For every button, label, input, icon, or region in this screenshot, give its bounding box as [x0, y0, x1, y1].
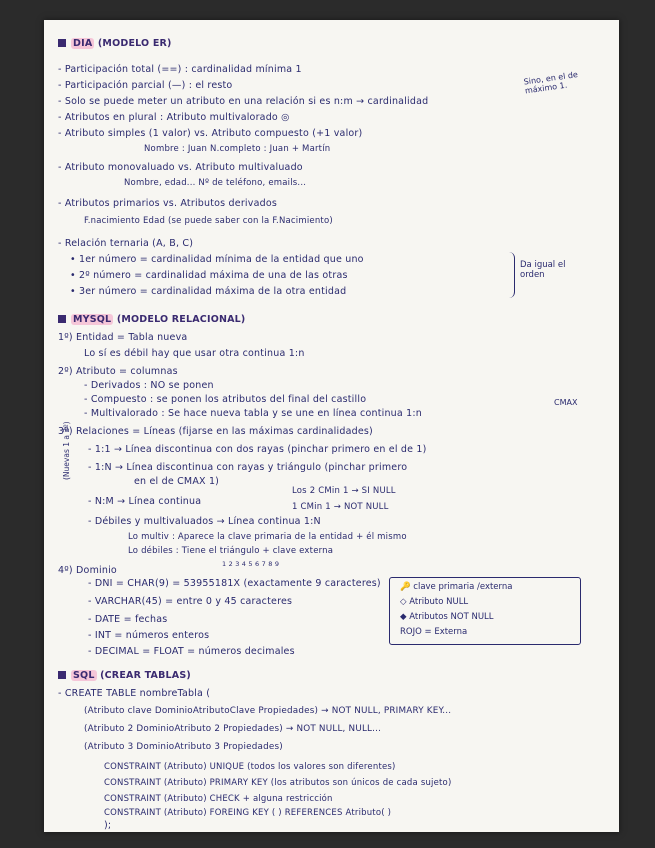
mysql-line-3e: Lo multiv : Aparece la clave primaria de la entidad + él mismo [128, 532, 407, 542]
legend-box [389, 577, 581, 645]
legend-red-external: ROJO = Externa [400, 627, 468, 637]
dia-line-6: - Atributo monovaluado vs. Atributo multivaluado [58, 162, 303, 173]
dia-line-6b: Nombre, edad... Nº de teléfono, emails... [124, 178, 307, 188]
ternary-brace [506, 252, 515, 298]
notebook-page [44, 20, 619, 832]
mysql-line-2a: - Derivados : NO se ponen [84, 380, 214, 391]
mysql-line-2b: - Compuesto : se ponen los atributos del final del castillo [84, 394, 367, 405]
mysql-line-4b: - VARCHAR(45) = entre 0 y 45 caracteres [88, 596, 293, 607]
mysql-line-4: 4º) Dominio [58, 565, 117, 576]
mysql-line-3b2: en el de CMAX 1) [134, 476, 220, 487]
mysql-line-1: 1º) Entidad = Tabla nueva [58, 332, 188, 343]
mysql-line-3c: - N:M → Línea continua [88, 496, 202, 507]
dia-line-7b: F.nacimiento Edad (se puede saber con la F.Nacimiento) [84, 216, 333, 226]
sql-line-3: (Atributo 2 DominioAtributo 2 Propiedades) → NOT NULL, NULL... [84, 724, 382, 734]
sql-line-9: ); [104, 820, 112, 831]
dia-ternary-3: • 3er número = cardinalidad máxima de la otra entidad [70, 286, 347, 297]
mysql-line-3: 3º) Relaciones = Líneas (fijarse en las máximas cardinalidades) [58, 426, 373, 437]
dia-line-5: - Atributo simples (1 valor) vs. Atributo compuesto (+1 valor) [58, 128, 363, 139]
section-sql-heading: SQL (CREAR TABLAS) [58, 670, 191, 681]
sql-line-6: CONSTRAINT (Atributo) PRIMARY KEY (los atributos son únicos de cada sujeto) [104, 778, 452, 788]
mysql-line-4c: - DATE = fechas [88, 614, 168, 625]
sql-line-5: CONSTRAINT (Atributo) UNIQUE (todos los valores son diferentes) [104, 762, 396, 772]
dia-line-3: - Solo se puede meter un atributo en una relación si es n:m → cardinalidad [58, 96, 429, 107]
bullet-square-icon [58, 315, 66, 323]
ternary-side-note: Da igual el orden [520, 260, 566, 280]
dia-line-1: - Participación total (==) : cardinalidad mínima 1 [58, 64, 302, 75]
dia-line-8: - Relación ternaria (A, B, C) [58, 238, 194, 249]
mysql-cmax-note: CMAX [554, 398, 578, 407]
dia-line-5b: Nombre : Juan N.completo : Juan + Martín [144, 144, 331, 154]
dia-line-2: - Participación parcial (—) : el resto [58, 80, 233, 91]
legend-not-null: ◆ Atributos NOT NULL [400, 612, 494, 622]
bullet-square-icon [58, 39, 66, 47]
mysql-vertical-note: (Nuevas 1 a 3º) [62, 421, 71, 480]
sql-line-8: CONSTRAINT (Atributo) FOREING KEY ( ) REFERENCES Atributo( ) [104, 808, 392, 818]
dia-line-7: - Atributos primarios vs. Atributos derivados [58, 198, 278, 209]
mysql-line-4e: - DECIMAL = FLOAT = números decimales [88, 646, 295, 657]
mysql-line-2: 2º) Atributo = columnas [58, 366, 178, 377]
sql-line-1: - CREATE TABLE nombreTabla ( [58, 688, 211, 699]
section-dia-heading: DIA (MODELO ER) [58, 38, 172, 49]
mysql-line-1b: Lo sí es débil hay que usar otra continua 1:n [84, 348, 305, 359]
sql-line-2: (Atributo clave DominioAtributoClave Propiedades) → NOT NULL, PRIMARY KEY... [84, 706, 452, 716]
mysql-line-4a: - DNI = CHAR(9) = 53955181X (exactamente 9 caracteres) [88, 578, 381, 589]
mysql-line-4d: - INT = números enteros [88, 630, 210, 641]
mysql-dni-digits: 1 2 3 4 5 6 7 8 9 [222, 560, 280, 568]
mysql-line-3a: - 1:1 → Línea discontinua con dos rayas (pinchar primero en el de 1) [88, 444, 427, 455]
section-mysql-heading: MYSQL (MODELO RELACIONAL) [58, 314, 245, 325]
mysql-line-3c2: 1 CMin 1 → NOT NULL [292, 502, 389, 512]
dia-ternary-2: • 2º número = cardinalidad máxima de una de las otras [70, 270, 348, 281]
dia-side-note: Sino, en el de máximo 1. [523, 70, 579, 96]
mysql-line-3d: - Débiles y multivaluados → Línea continua 1:N [88, 516, 321, 527]
legend-null: ◇ Atributo NULL [400, 597, 469, 607]
sql-line-7: CONSTRAINT (Atributo) CHECK + alguna restricción [104, 794, 333, 804]
mysql-line-2c: - Multivalorado : Se hace nueva tabla y se une en línea continua 1:n [84, 408, 423, 419]
mysql-line-3f: Lo débiles : Tiene el triángulo + clave externa [128, 546, 334, 556]
bullet-square-icon [58, 671, 66, 679]
mysql-line-3c1: Los 2 CMin 1 → SI NULL [292, 486, 396, 496]
legend-primary-key: 🔑 clave primaria /externa [400, 582, 513, 592]
mysql-line-3b: - 1:N → Línea discontinua con rayas y triángulo (pinchar primero [88, 462, 408, 473]
sql-line-4: (Atributo 3 DominioAtributo 3 Propiedades) [84, 742, 283, 752]
dia-line-4: - Atributos en plural : Atributo multivalorado ◎ [58, 112, 290, 123]
dia-ternary-1: • 1er número = cardinalidad mínima de la entidad que uno [70, 254, 364, 265]
